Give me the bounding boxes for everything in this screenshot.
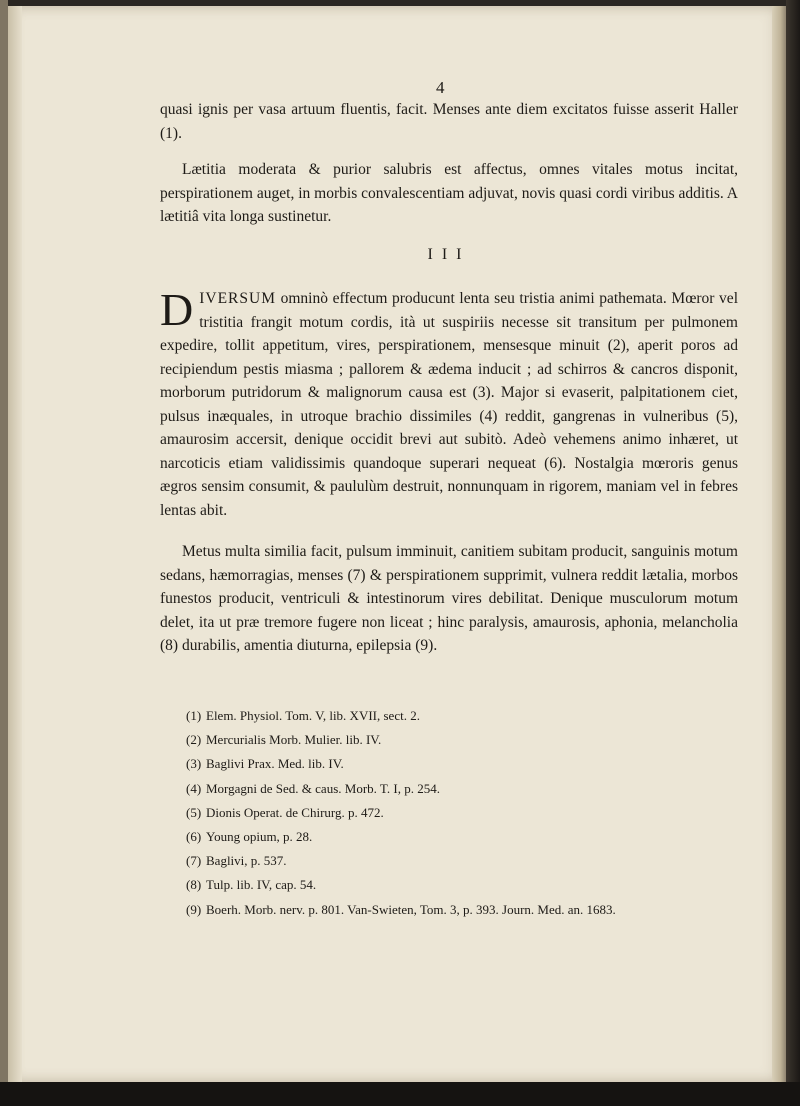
footnote-text: Tulp. lib. IV, cap. 54. — [206, 877, 317, 893]
page-number: 4 — [436, 78, 445, 97]
paragraph-diversum-text: omninò effectum producunt lenta seu tristia animi pathemata. Mœror vel tristitia frangit motum cordis, ità ut suspiriis necesse sit transitum per pulmonem expedire, tollit appetitum, vires, perspirationem, mensesque minuit (2), aperit poros ad recipiendum pestis miasma ; pallorem & ædema inducit ; ad schirros & cancros disponit, morborum putridorum & malignorum causa est (3). Major si evaserit, palpitationem ciet, pulsus inæquales, in utroque brachio dissimiles (4) reddit, gangrenas in vulneribus (5), amaurosim accersit, denique occidit brevi aut subitò. Adeò vehemens animo inhæret, ut narcoticis etiam validissimis quandoque superari nequeat (6). Nostalgia mœroris genus ægros sensim consumit, & paululùm destruit, nonnunquam in rigorem, maniam vel in febres lentas abit. — [160, 290, 738, 519]
page-left-edge — [8, 6, 22, 1082]
footnote-number: (2) — [186, 732, 202, 748]
footnote — [186, 752, 756, 776]
footnote — [186, 825, 756, 849]
footnote — [186, 849, 756, 873]
paragraph-diversum — [160, 284, 738, 522]
footnote — [186, 777, 756, 801]
footnote — [186, 898, 756, 922]
paragraph-continuation: quasi ignis per vasa artuum fluentis, facit. Menses ante diem excitatos fuisse asserit Haller (1). — [160, 101, 738, 142]
footnote-number: (8) — [186, 877, 202, 893]
footnote-text: Mercurialis Morb. Mulier. lib. IV. — [206, 732, 382, 748]
paragraph-metus: Metus multa similia facit, pulsum imminuit, canitiem subitam producit, sanguinis motum sedans, hæmorragias, menses (7) & perspirationem supprimit, vulnera reddit lætalia, morbos funestos producit, ventriculi & intestinorum vires debilitat. Denique musculorum motum delet, ita ut præ tremore fugere non liceat ; hinc paralysis, amaurosis, aphonia, melancholia (8) durabilis, amentia diuturna, epilepsia (9). — [160, 543, 738, 654]
footnotes — [186, 704, 756, 922]
scan-bottom-border — [0, 1082, 800, 1106]
footnote-text: Dionis Operat. de Chirurg. p. 472. — [206, 804, 384, 820]
drop-cap: D — [160, 284, 194, 335]
footnote-text: Boerh. Morb. nerv. p. 801. Van-Swieten, Tom. 3, p. 393. Journ. Med. an. 1683. — [206, 901, 616, 917]
footnote-number: (5) — [186, 804, 202, 820]
footnote-text: Baglivi, p. 537. — [206, 853, 287, 869]
footnote-number: (6) — [186, 828, 202, 844]
footnote — [186, 873, 756, 897]
footnote-text: Morgagni de Sed. & caus. Morb. T. I, p. 254. — [206, 780, 440, 796]
footnote — [186, 728, 756, 752]
page-right-edge — [772, 6, 786, 1082]
section-heading: III — [427, 246, 471, 263]
book-fold — [0, 0, 8, 1106]
footnote-text: Young opium, p. 28. — [206, 828, 313, 844]
lead-caps: IVERSUM — [199, 290, 276, 307]
footnote-number: (9) — [186, 901, 202, 917]
footnote — [186, 704, 756, 728]
paragraph-laetitia: Lætitia moderata & purior salubris est affectus, omnes vitales motus incitat, perspirationem auget, in morbis convalescentiam adjuvat, novis quasi cordi viribus additis. A lætitiâ vita longa sustinetur. — [160, 161, 738, 225]
footnote-number: (1) — [186, 708, 202, 723]
page-stack-edge — [786, 0, 800, 1106]
footnote-number: (4) — [186, 780, 202, 796]
footnote-text: Elem. Physiol. Tom. V, lib. XVII, sect. 2. — [206, 708, 420, 723]
footnote-number: (7) — [186, 853, 202, 869]
footnote-number: (3) — [186, 756, 202, 772]
footnote — [186, 801, 756, 825]
footnote-text: Baglivi Prax. Med. lib. IV. — [206, 756, 344, 772]
